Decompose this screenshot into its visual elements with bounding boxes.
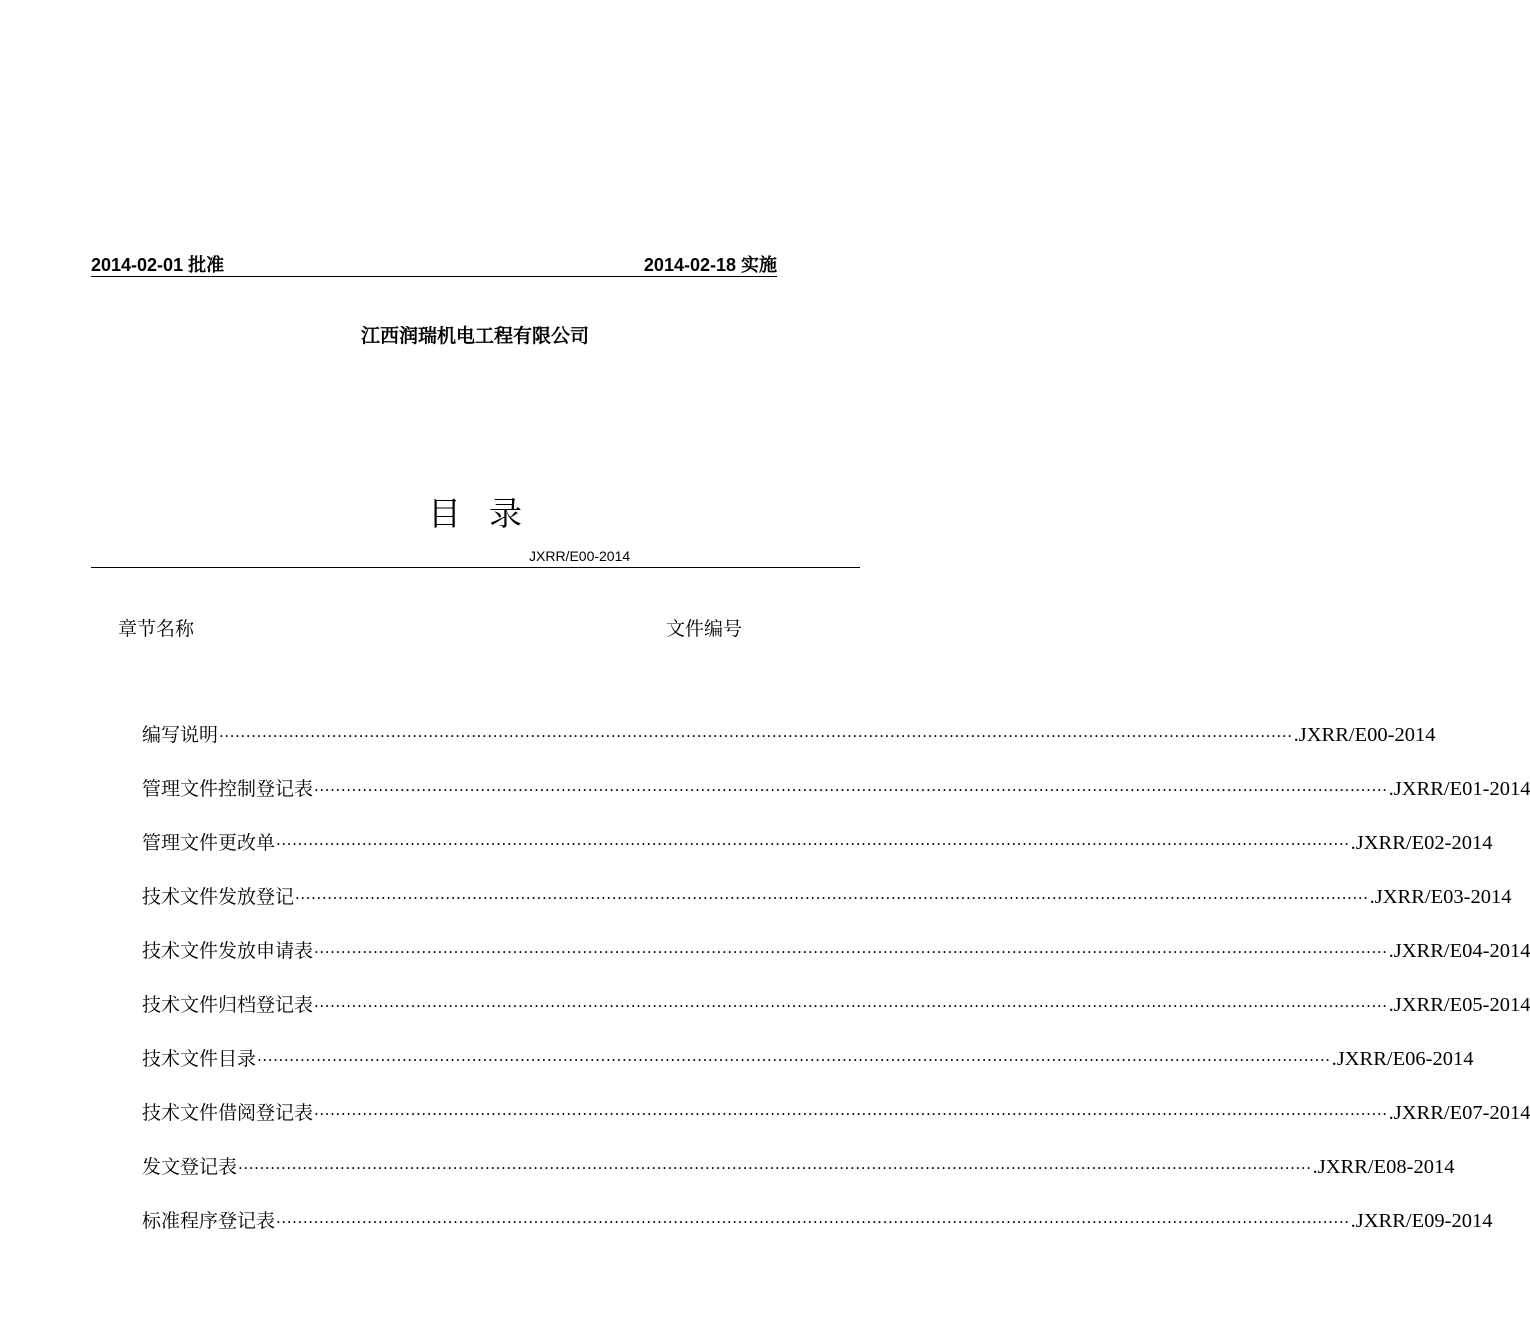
toc-entry-name: 管理文件控制登记表 <box>142 778 314 800</box>
company-name: 江西润瑞机电工程有限公司 <box>360 325 589 347</box>
toc-entry-name: 发文登记表 <box>142 1156 238 1178</box>
dot-leader: ········································································································································································································ <box>276 1213 1350 1231</box>
dot-leader: ········································································································································································································ <box>238 1159 1312 1177</box>
toc-entry-code: .JXRR/E02-2014 <box>1350 832 1493 854</box>
column-header-chapter: 章节名称 <box>118 618 195 640</box>
toc-entry-code: .JXRR/E00-2014 <box>1293 724 1436 746</box>
column-header-file-no: 文件编号 <box>666 618 743 640</box>
toc-entry[interactable] <box>142 990 1530 1044</box>
toc-entry[interactable] <box>142 936 1530 990</box>
toc-entry[interactable] <box>142 1206 1493 1260</box>
effective-date: 2014-02-18 实施 <box>643 255 777 275</box>
toc-entry[interactable] <box>142 1098 1530 1152</box>
toc-entry-name: 技术文件发放登记 <box>142 886 295 908</box>
dot-leader: ········································································································································································································ <box>314 781 1388 799</box>
toc-entry-code: .JXRR/E08-2014 <box>1312 1156 1455 1178</box>
dot-leader: ········································································································································································································ <box>219 727 1293 745</box>
dot-leader: ········································································································································································································ <box>314 943 1388 961</box>
toc-entry[interactable] <box>142 828 1493 882</box>
dot-leader: ········································································································································································································ <box>314 997 1388 1015</box>
dot-leader: ········································································································································································································ <box>295 889 1369 907</box>
toc-entry-code: .JXRR/E01-2014 <box>1388 778 1530 800</box>
toc-entry-code: .JXRR/E09-2014 <box>1350 1210 1493 1232</box>
toc-entry[interactable] <box>142 1044 1474 1098</box>
toc-entry-name: 技术文件归档登记表 <box>142 994 314 1016</box>
header-divider <box>91 567 860 568</box>
toc-entry-code: .JXRR/E03-2014 <box>1369 886 1512 908</box>
toc-entry-code: .JXRR/E07-2014 <box>1388 1102 1530 1124</box>
toc-entry[interactable] <box>142 720 1436 774</box>
dot-leader: ········································································································································································································ <box>276 835 1350 853</box>
toc-entry[interactable] <box>142 1152 1455 1206</box>
page-title: 目录 <box>428 494 550 533</box>
document-number: JXRR/E00-2014 <box>529 548 631 564</box>
toc-entry[interactable] <box>142 774 1530 828</box>
toc-entry-name: 技术文件发放申请表 <box>142 940 314 962</box>
toc-entry-name: 技术文件目录 <box>142 1048 257 1070</box>
toc-entry-code: .JXRR/E06-2014 <box>1331 1048 1474 1070</box>
approval-dates-line <box>91 252 777 277</box>
toc-entry-name: 管理文件更改单 <box>142 832 276 854</box>
toc-entry-code: .JXRR/E05-2014 <box>1388 994 1530 1016</box>
table-of-contents <box>142 720 1530 1260</box>
toc-entry[interactable] <box>142 882 1512 936</box>
dot-leader: ········································································································································································································ <box>314 1105 1388 1123</box>
dot-leader: ········································································································································································································ <box>257 1051 1331 1069</box>
toc-entry-name: 技术文件借阅登记表 <box>142 1102 314 1124</box>
toc-entry-name: 编写说明 <box>142 724 219 746</box>
approved-date: 2014-02-01 批准 <box>91 255 225 275</box>
toc-entry-code: .JXRR/E04-2014 <box>1388 940 1530 962</box>
toc-entry-name: 标准程序登记表 <box>142 1210 276 1232</box>
